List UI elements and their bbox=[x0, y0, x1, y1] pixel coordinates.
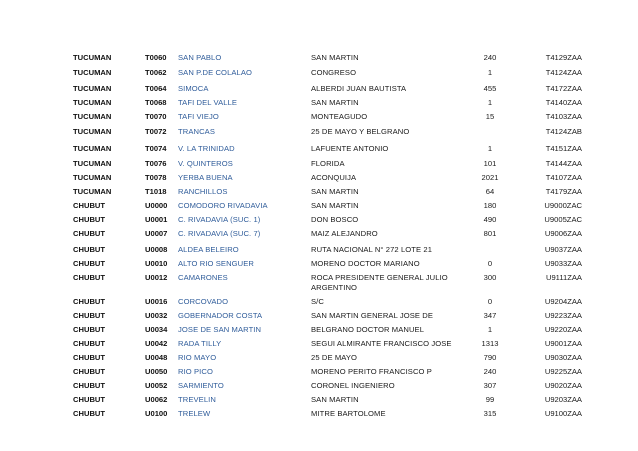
postal-code-cell: T4144ZAA bbox=[545, 159, 582, 168]
street-number-cell: 307 bbox=[483, 381, 497, 390]
locality-cell: V. LA TRINIDAD bbox=[178, 144, 235, 153]
postal-code-cell: U9100ZAA bbox=[544, 409, 582, 418]
locality-cell: TREVELIN bbox=[178, 395, 216, 404]
branch-code-cell: U0012 bbox=[145, 273, 168, 282]
branch-code-cell: U0100 bbox=[145, 409, 168, 418]
locality-cell: ALTO RIO SENGUER bbox=[178, 259, 255, 268]
table-row bbox=[0, 142, 638, 155]
postal-code-cell: U9001ZAA bbox=[544, 339, 582, 348]
address-cell: SAN MARTIN GENERAL JOSE DE bbox=[311, 311, 434, 320]
branch-code-cell: T1018 bbox=[145, 187, 167, 196]
province-cell: CHUBUT bbox=[73, 353, 106, 362]
branch-code-cell: T0076 bbox=[145, 159, 167, 168]
postal-code-cell: U9204ZAA bbox=[544, 297, 582, 306]
locality-cell: GOBERNADOR COSTA bbox=[178, 311, 263, 320]
locality-cell: TAFI VIEJO bbox=[178, 112, 219, 121]
province-cell: CHUBUT bbox=[73, 259, 106, 268]
street-number-cell: 315 bbox=[483, 409, 497, 418]
locality-cell: RIO PICO bbox=[178, 367, 213, 376]
address-cell: 25 DE MAYO bbox=[311, 353, 358, 362]
address-cell: SEGUI ALMIRANTE FRANCISCO JOSE bbox=[311, 339, 452, 348]
province-cell: CHUBUT bbox=[73, 381, 106, 390]
branch-code-cell: T0064 bbox=[145, 84, 167, 93]
address-cell: ROCA PRESIDENTE GENERAL JULIO ARGENTINO bbox=[311, 273, 448, 292]
branch-code-cell: T0078 bbox=[145, 173, 167, 182]
province-cell: TUCUMAN bbox=[73, 68, 112, 77]
branch-code-cell: U0008 bbox=[145, 245, 168, 254]
locality-cell: JOSE DE SAN MARTIN bbox=[178, 325, 262, 334]
province-cell: CHUBUT bbox=[73, 297, 106, 306]
street-number-cell: 180 bbox=[483, 201, 497, 210]
locality-cell: C. RIVADAVIA (SUC. 7) bbox=[178, 229, 261, 238]
locality-cell: V. QUINTEROS bbox=[178, 159, 233, 168]
street-number-cell: 490 bbox=[483, 215, 497, 224]
postal-code-cell: U9223ZAA bbox=[544, 311, 582, 320]
street-number-cell: 0 bbox=[487, 259, 493, 268]
postal-code-cell: U9020ZAA bbox=[544, 381, 582, 390]
branch-code-cell: T0074 bbox=[145, 144, 167, 153]
postal-code-cell: U9030ZAA bbox=[544, 353, 582, 362]
postal-code-cell: T4124ZAB bbox=[545, 127, 582, 136]
street-number-cell: 64 bbox=[485, 187, 495, 196]
postal-code-cell: U9111ZAA bbox=[545, 273, 582, 282]
street-number-cell: 801 bbox=[483, 229, 497, 238]
province-cell: TUCUMAN bbox=[73, 173, 112, 182]
locality-cell: CAMARONES bbox=[178, 273, 228, 282]
table-row bbox=[0, 393, 638, 406]
province-cell: CHUBUT bbox=[73, 273, 106, 282]
table-row bbox=[0, 185, 638, 198]
locality-cell: ALDEA BELEIRO bbox=[178, 245, 239, 254]
branch-code-cell: T0068 bbox=[145, 98, 167, 107]
branch-code-cell: T0072 bbox=[145, 127, 167, 136]
street-number-cell: 101 bbox=[483, 159, 497, 168]
province-cell: TUCUMAN bbox=[73, 53, 112, 62]
branch-code-cell: T0070 bbox=[145, 112, 167, 121]
locality-cell: RADA TILLY bbox=[178, 339, 222, 348]
branch-code-cell: U0000 bbox=[145, 201, 168, 210]
street-number-cell: 1 bbox=[487, 325, 493, 334]
postal-code-cell: T4103ZAA bbox=[545, 112, 582, 121]
address-cell: SAN MARTIN bbox=[311, 98, 359, 107]
address-cell: SAN MARTIN bbox=[311, 53, 359, 62]
table-row bbox=[0, 157, 638, 170]
street-number-cell: 455 bbox=[483, 84, 497, 93]
table-row bbox=[0, 295, 638, 308]
table-row bbox=[0, 407, 638, 420]
province-cell: CHUBUT bbox=[73, 245, 106, 254]
locality-cell: TRELEW bbox=[178, 409, 211, 418]
address-cell: RUTA NACIONAL N° 272 LOTE 21 bbox=[311, 245, 433, 254]
province-cell: TUCUMAN bbox=[73, 98, 112, 107]
street-number-cell: 2021 bbox=[481, 173, 499, 182]
table-row bbox=[0, 82, 638, 95]
street-number-cell: 0 bbox=[487, 297, 493, 306]
street-number-cell: 240 bbox=[483, 53, 497, 62]
address-cell: MITRE BARTOLOME bbox=[311, 409, 386, 418]
locality-cell: COMODORO RIVADAVIA bbox=[178, 201, 268, 210]
province-cell: CHUBUT bbox=[73, 229, 106, 238]
branch-code-cell: U0042 bbox=[145, 339, 168, 348]
province-cell: CHUBUT bbox=[73, 339, 106, 348]
locality-cell: SARMIENTO bbox=[178, 381, 224, 390]
street-number-cell: 99 bbox=[485, 395, 495, 404]
address-cell: MORENO PERITO FRANCISCO P bbox=[311, 367, 432, 376]
province-cell: CHUBUT bbox=[73, 409, 106, 418]
address-cell: S/C bbox=[311, 297, 324, 306]
province-cell: TUCUMAN bbox=[73, 187, 112, 196]
province-cell: TUCUMAN bbox=[73, 159, 112, 168]
postal-code-cell: T4179ZAA bbox=[545, 187, 582, 196]
province-cell: CHUBUT bbox=[73, 367, 106, 376]
street-number-cell: 1 bbox=[487, 144, 493, 153]
street-number-cell: 1313 bbox=[481, 339, 499, 348]
locality-cell: TRANCAS bbox=[178, 127, 215, 136]
street-number-cell: 300 bbox=[483, 273, 497, 282]
postal-code-cell: U9005ZAC bbox=[544, 215, 582, 224]
table-row bbox=[0, 227, 638, 240]
address-cell: MORENO DOCTOR MARIANO bbox=[311, 259, 420, 268]
table-row bbox=[0, 337, 638, 350]
locality-cell: YERBA BUENA bbox=[178, 173, 233, 182]
branch-code-cell: U0001 bbox=[145, 215, 168, 224]
postal-code-cell: T4124ZAA bbox=[545, 68, 582, 77]
branch-code-cell: T0062 bbox=[145, 68, 167, 77]
street-number-cell: 347 bbox=[483, 311, 497, 320]
address-cell: ACONQUIJA bbox=[311, 173, 357, 182]
table-row bbox=[0, 66, 638, 79]
branch-code-cell: U0050 bbox=[145, 367, 168, 376]
street-number-cell: 15 bbox=[485, 112, 495, 121]
street-number-cell: 1 bbox=[487, 98, 493, 107]
address-cell: SAN MARTIN bbox=[311, 395, 359, 404]
locality-cell: RANCHILLOS bbox=[178, 187, 228, 196]
province-cell: TUCUMAN bbox=[73, 112, 112, 121]
table-row bbox=[0, 199, 638, 212]
province-cell: TUCUMAN bbox=[73, 127, 112, 136]
postal-code-cell: U9225ZAA bbox=[544, 367, 582, 376]
branch-code-cell: U0062 bbox=[145, 395, 168, 404]
branch-code-cell: U0032 bbox=[145, 311, 168, 320]
postal-code-cell: T4140ZAA bbox=[545, 98, 582, 107]
table-row bbox=[0, 379, 638, 392]
table-row bbox=[0, 213, 638, 226]
postal-code-cell: U9033ZAA bbox=[544, 259, 582, 268]
branch-code-cell: U0048 bbox=[145, 353, 168, 362]
street-number-cell: 1 bbox=[487, 68, 493, 77]
province-cell: CHUBUT bbox=[73, 311, 106, 320]
locality-cell: TAFI DEL VALLE bbox=[178, 98, 238, 107]
postal-code-cell: U9000ZAC bbox=[544, 201, 582, 210]
table-row bbox=[0, 365, 638, 378]
postal-code-cell: T4151ZAA bbox=[545, 144, 582, 153]
table-row bbox=[0, 96, 638, 109]
postal-code-cell: U9037ZAA bbox=[544, 245, 582, 254]
address-cell: 25 DE MAYO Y BELGRANO bbox=[311, 127, 410, 136]
postal-code-cell: T4107ZAA bbox=[545, 173, 582, 182]
table-row bbox=[0, 125, 638, 138]
address-cell: MAIZ ALEJANDRO bbox=[311, 229, 378, 238]
locality-cell: SAN P.DE COLALAO bbox=[178, 68, 253, 77]
postal-code-cell: U9203ZAA bbox=[544, 395, 582, 404]
address-cell: SAN MARTIN bbox=[311, 187, 359, 196]
address-cell: BELGRANO DOCTOR MANUEL bbox=[311, 325, 425, 334]
table-row bbox=[0, 351, 638, 364]
province-cell: TUCUMAN bbox=[73, 84, 112, 93]
street-number-cell: 790 bbox=[483, 353, 497, 362]
table-row bbox=[0, 110, 638, 123]
address-cell: SAN MARTIN bbox=[311, 201, 359, 210]
table-row bbox=[0, 309, 638, 322]
locality-cell: SIMOCA bbox=[178, 84, 209, 93]
address-cell: FLORIDA bbox=[311, 159, 345, 168]
province-cell: TUCUMAN bbox=[73, 144, 112, 153]
table-row bbox=[0, 243, 638, 256]
address-cell: CONGRESO bbox=[311, 68, 357, 77]
branch-code-cell: T0060 bbox=[145, 53, 167, 62]
branch-code-cell: U0010 bbox=[145, 259, 168, 268]
locality-cell: CORCOVADO bbox=[178, 297, 229, 306]
branch-code-cell: U0034 bbox=[145, 325, 168, 334]
locality-cell: RIO MAYO bbox=[178, 353, 217, 362]
table-row bbox=[0, 171, 638, 184]
branch-code-cell: U0007 bbox=[145, 229, 168, 238]
table-row bbox=[0, 323, 638, 336]
address-cell: CORONEL INGENIERO bbox=[311, 381, 395, 390]
table-row bbox=[0, 51, 638, 64]
postal-code-cell: T4172ZAA bbox=[545, 84, 582, 93]
address-cell: LAFUENTE ANTONIO bbox=[311, 144, 389, 153]
locality-cell: C. RIVADAVIA (SUC. 1) bbox=[178, 215, 261, 224]
province-cell: CHUBUT bbox=[73, 215, 106, 224]
province-cell: CHUBUT bbox=[73, 201, 106, 210]
province-cell: CHUBUT bbox=[73, 325, 106, 334]
address-cell: DON BOSCO bbox=[311, 215, 359, 224]
postal-code-cell: U9220ZAA bbox=[544, 325, 582, 334]
locality-cell: SAN PABLO bbox=[178, 53, 222, 62]
province-cell: CHUBUT bbox=[73, 395, 106, 404]
address-cell: MONTEAGUDO bbox=[311, 112, 368, 121]
street-number-cell: 240 bbox=[483, 367, 497, 376]
address-cell: ALBERDI JUAN BAUTISTA bbox=[311, 84, 407, 93]
branch-code-cell: U0016 bbox=[145, 297, 168, 306]
branch-code-cell: U0052 bbox=[145, 381, 168, 390]
table-row bbox=[0, 257, 638, 270]
postal-code-cell: T4129ZAA bbox=[545, 53, 582, 62]
postal-code-cell: U9006ZAA bbox=[544, 229, 582, 238]
